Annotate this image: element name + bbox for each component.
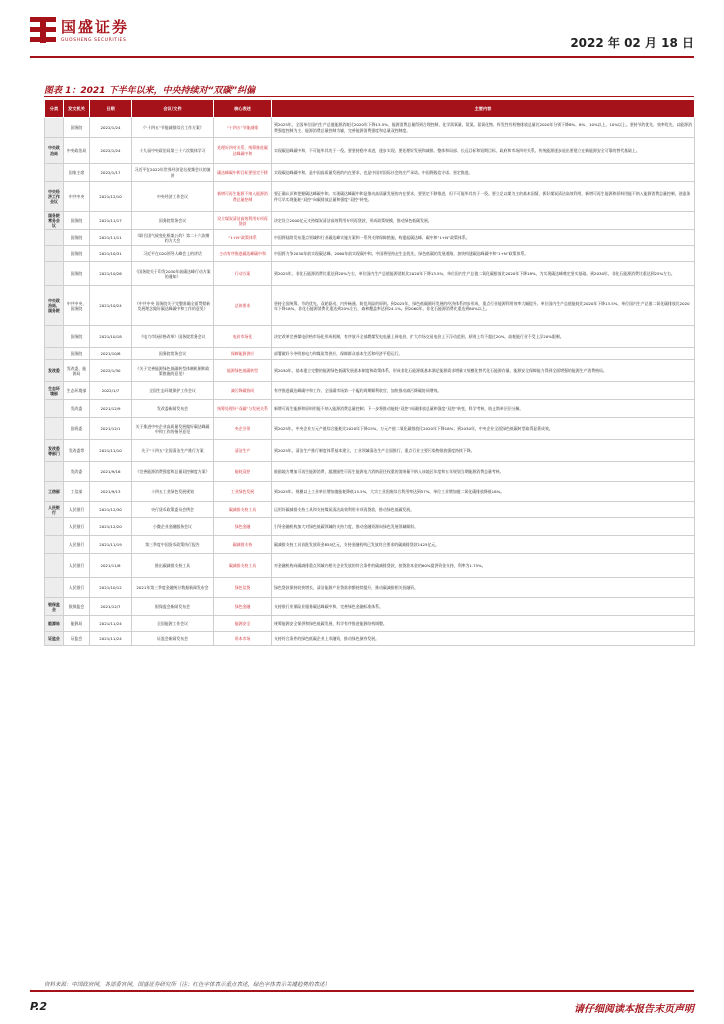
table-row (45, 502, 695, 518)
category-cell: 能源局 (45, 616, 64, 632)
category-cell (45, 246, 64, 262)
core-statement-cell: 减污降碳协同 (214, 382, 272, 400)
category-cell: 银保监会 (45, 598, 64, 616)
document-cell: 十四五工业绿色发展规划 (132, 482, 214, 502)
document-cell: 发改委新闻发布会 (132, 400, 214, 418)
logo-cn: 国盛证券 (61, 18, 130, 36)
org-cell: 国务院 (64, 212, 90, 230)
footer-divider (30, 990, 694, 992)
org-cell: 国家主席 (64, 164, 90, 182)
content-cell: 坚持全国统筹、节约优先、双轮驱动、内外畅通、防范风险的原则。到2025年，绿色低碳循环发展的经济体系初步形成，重点行业能源利用效率大幅提升。单位国内生产总值能耗比2020年下降13.5%，单位国内生产总值二氧化碳排放比2020年下降18%，非化石能源消费比重达到20%左右，森林覆盖率达到24.1%。到2060年，非化石能源消费比重达到80%以上。 (272, 286, 695, 326)
category-cell: 中央政治局 (45, 138, 64, 164)
core-statement-cell: 绿色信贷 (214, 578, 272, 598)
document-cell: 证监会新闻发布会 (132, 632, 214, 646)
content-cell: 新增可再生能源和原料用能不纳入能源消费总量控制；下一步将推动能耗“双控”向碳排放总量和强度“双控”转变，科学考核，防止简单层层分解。 (272, 400, 695, 418)
category-cell (45, 536, 64, 554)
org-cell: 中央政治局 (64, 138, 90, 164)
org-cell: 国务院 (64, 348, 90, 360)
date-cell: 2021/12/1 (90, 418, 132, 440)
col-header: 日期 (90, 100, 132, 118)
document-cell: 《完善能源消费强度和总量双控制度方案》 (132, 462, 214, 482)
content-cell: 要正确认识和把握碳达峰碳中和。实现碳达峰碳中和是推动高质量发展的内在要求，要坚定不移推进，但不可能毕其功于一役。要立足以煤为主的基本国情，抓好煤炭清洁高效利用，新增可再生能源和原料用能不纳入能源消费总量控制，创造条件尽早实现能耗“双控”向碳排放总量和强度“双控”转变。 (272, 182, 695, 212)
col-header: 分类 (45, 100, 64, 118)
date-cell: 2022/1/24 (90, 138, 132, 164)
content-cell: 实现碳达峰碳中和，不可能毕其功于一役。要坚持稳中求进，逐步实现。要处理好发展和减排、整体和局部、长远目标和短期目标、政府和市场四对关系。传统能源逐步退出要建立在新能源安全可靠的替代基础上。 (272, 138, 695, 164)
content-cell: 有序推进碳达峰碳中和工作，全国碳市场第一个履约周期顺利收官，加快推动减污降碳协同增效。 (272, 382, 695, 400)
content-cell: 到2025年，非化石能源消费比重达到20%左右，单位国内生产总值能源消耗比2020年下降13.5%，单位国内生产总值二氧化碳排放比2020年下降18%，为实现碳达峰奠定坚实基础。到2030年，非化石能源消费比重达到25%左右。 (272, 262, 695, 286)
date-cell: 2021/12/30 (90, 502, 132, 518)
org-cell: 银保监会 (64, 598, 90, 616)
core-statement-cell: 央企引领 (214, 418, 272, 440)
table-row (45, 554, 695, 578)
table-row (45, 286, 695, 326)
content-cell: 决定设立2000亿元支持煤炭清洁高效利用专项再贷款，形成政策规模，推动绿色低碳发展。 (272, 212, 695, 230)
content-cell: 到2025年，规模以上工业单位增加值能耗降低13.5%，大宗工业固废综合利用率达到57%，单位工业增加值二氧化碳排放降低18%。 (272, 482, 695, 502)
category-cell: 人民银行 (45, 502, 64, 518)
table-row (45, 182, 695, 212)
date-cell: 2021/11/24 (90, 632, 132, 646)
date-cell: 2021/11/8 (90, 554, 132, 578)
table-row (45, 138, 695, 164)
document-cell: 第三季度中国货币政策执行报告 (132, 536, 214, 554)
content-cell: 统筹能源安全保供和绿色低碳发展，科学有序推进能源结构调整。 (272, 616, 695, 632)
document-cell: 关于“十四五”全国清洁生产推行方案 (132, 440, 214, 462)
org-cell: 人民银行 (64, 554, 90, 578)
core-statement-cell: 新增可再生能源不纳入能源消费总量控制 (214, 182, 272, 212)
table-row (45, 212, 695, 230)
table-row (45, 462, 695, 482)
date-cell: 2021/11/10 (90, 440, 132, 462)
category-cell: 工信部 (45, 482, 64, 502)
core-statement-cell: 行动方案 (214, 262, 272, 286)
core-statement-cell: 能源安全 (214, 616, 272, 632)
category-cell (45, 554, 64, 578)
document-cell: 2021年第三季度金融统计数据新闻发布会 (132, 578, 214, 598)
core-statement-cell: 总体要求 (214, 286, 272, 326)
core-statement-cell: 清洁生产 (214, 440, 272, 462)
core-statement-cell: 设立煤炭清洁高效利用专项再贷款 (214, 212, 272, 230)
org-cell: 中共中央、国务院 (64, 286, 90, 326)
date-cell: 2021/11/19 (90, 536, 132, 554)
org-cell: 中共中央 (64, 182, 90, 212)
content-cell: 到2025年，清洁生产推行制度体系基本建立，工业领域清洁生产全面推行，重点行业主要污染物排放强度持续下降。 (272, 440, 695, 462)
core-statement-cell: 碳减排支持工具 (214, 502, 272, 518)
report-date: 2022 年 02 月 18 日 (570, 36, 694, 50)
category-cell (45, 326, 64, 348)
col-header: 主要内容 (272, 100, 695, 118)
core-statement-cell: “十四五”节能减排 (214, 118, 272, 138)
date-cell: 2021/10/31 (90, 246, 132, 262)
date-cell: 2021/12/10 (90, 182, 132, 212)
core-statement-cell: 能耗双控 (214, 462, 272, 482)
document-cell: 《电力市场价格改革》国务院常务会议 (132, 326, 214, 348)
org-cell: 工信部 (64, 482, 90, 502)
logo-en: GUOSHENG SECURITIES (61, 38, 127, 43)
date-cell: 2022/1/30 (90, 360, 132, 382)
core-statement-cell: 碳减排支持工具 (214, 554, 272, 578)
date-cell: 2021/9/16 (90, 462, 132, 482)
date-cell: 2022/1/7 (90, 382, 132, 400)
date-cell: 2021/11/24 (90, 616, 132, 632)
table-row (45, 536, 695, 554)
figure-title: 图表 1：2021 下半年以来，中央持续对“双碳”纠偏 (44, 86, 256, 96)
core-statement-cell: 主动有序推进碳达峰碳中和 (214, 246, 272, 262)
category-cell (45, 418, 64, 440)
org-cell: 生态环境部 (64, 382, 90, 400)
org-cell: 国务院 (64, 326, 90, 348)
core-statement-cell: 资本市场 (214, 632, 272, 646)
content-cell: 到2025年，中央企业万元产值综合能耗比2020年下降15%，万元产值二氧化碳排放比2020年下降18%；到2030年，中央企业全面绿色低碳转型取得显著成效。 (272, 418, 695, 440)
date-cell: 2021/12/20 (90, 518, 132, 536)
policy-table (44, 99, 695, 646)
category-cell: 国务院常务会议 (45, 212, 64, 230)
org-cell: 发改委、能源局 (64, 360, 90, 382)
report-header (30, 16, 694, 52)
date-cell: 2021/12/9 (90, 400, 132, 418)
category-cell (45, 400, 64, 418)
date-cell: 2021/11/11 (90, 230, 132, 246)
document-cell: 全国能源工作会议 (132, 616, 214, 632)
category-cell: 发改委等部门 (45, 440, 64, 462)
category-cell (45, 230, 64, 246)
core-statement-cell: 碳减排支持 (214, 536, 272, 554)
core-statement-cell: 电价市场化 (214, 326, 272, 348)
document-cell: 关于推进中央企业高质量发展做好碳达峰碳中和工作的指导意见 (132, 418, 214, 440)
org-cell: 发改委等 (64, 440, 90, 462)
core-statement-cell: 工业绿色发展 (214, 482, 272, 502)
table-row (45, 418, 695, 440)
content-cell: 部署做好今冬明春电力和煤炭等供应，保障群众基本生活和经济平稳运行。 (272, 348, 695, 360)
date-cell: 2021/10/18 (90, 326, 132, 348)
col-header: 核心表述 (214, 100, 272, 118)
table-row (45, 616, 695, 632)
content-cell: 运用好碳减排支持工具和支持煤炭清洁高效利用专项再贷款，推动绿色低碳发展。 (272, 502, 695, 518)
category-cell: 发改委 (45, 360, 64, 382)
org-cell: 能源局 (64, 616, 90, 632)
org-cell: 人民银行 (64, 502, 90, 518)
core-statement-cell: 碳达峰碳中和目标要坚定不移 (214, 164, 272, 182)
org-cell: 国务院 (64, 262, 90, 286)
table-header-row (45, 100, 695, 118)
category-cell (45, 118, 64, 138)
org-cell: 发改委 (64, 462, 90, 482)
date-cell: 2021/12/7 (90, 598, 132, 616)
content-cell: 引导金融机构加大对绿色低碳领域的支持力度，推动金融资源向绿色发展领域倾斜。 (272, 518, 695, 536)
date-cell: 2022/1/24 (90, 118, 132, 138)
document-cell: 推出碳减排支持工具 (132, 554, 214, 578)
document-cell: 中央经济工作会议 (132, 182, 214, 212)
table-row (45, 246, 695, 262)
table-row (45, 118, 695, 138)
content-cell: 对金融机构向碳减排重点领域内相关企业发放的符合条件的碳减排贷款，按贷款本金的60%提供资金支持，利率为1.75%。 (272, 554, 695, 578)
document-cell: 国务院常务会议 (132, 348, 214, 360)
core-statement-cell: 保障能源供应 (214, 348, 272, 360)
content-cell: 中国将陆续发布重点领域和行业碳达峰实施方案和一系列支撑保障措施，构建起碳达峰、碳中和“1+N”政策体系。 (272, 230, 695, 246)
core-statement-cell: 统筹处理好“双碳”与发展关系 (214, 400, 272, 418)
content-cell: 绿色贷款保持较快增长，清洁能源产业贷款余额持续提升，推动碳减排相关投融资。 (272, 578, 695, 598)
core-statement-cell: 能源绿色低碳转型 (214, 360, 272, 382)
content-cell: 鼓励地方增加可再生能源消费，超激励性可再生能源电力消纳责任权重的消纳量不纳入该地区年度和五年规划当期能源消费总量考核。 (272, 462, 695, 482)
category-cell (45, 518, 64, 536)
category-cell (45, 462, 64, 482)
table-row (45, 440, 695, 462)
category-cell (45, 262, 64, 286)
document-cell: 国务院常务会议 (132, 212, 214, 230)
core-statement-cell: 处理好四对关系，统筹推进碳达峰碳中和 (214, 138, 272, 164)
document-cell: 全国生态环境保护工作会议 (132, 382, 214, 400)
document-cell: 央行货币政策委员会例会 (132, 502, 214, 518)
content-cell: 支持符合条件的绿色低碳企业上市融资，推动绿色债券发展。 (272, 632, 695, 646)
core-statement-cell: “1+N”政策体系 (214, 230, 272, 246)
org-cell: 发改委 (64, 400, 90, 418)
content-cell: 到2030年，基本建立完整的能源绿色低碳发展基本制度和政策体系，形成非化石能源既基本满足能源需求增量又规模化替代化石能源存量、能源安全保障能力得到全面增强的能源生产消费格局。 (272, 360, 695, 382)
table-row (45, 164, 695, 182)
col-header: 发文机关 (64, 100, 90, 118)
org-cell: 人民银行 (64, 578, 90, 598)
table-row (45, 382, 695, 400)
document-cell: 《关于完善能源绿色低碳转型体制机制和政策措施的意见》 (132, 360, 214, 382)
content-cell: 支持银行业保险业服务碳达峰碳中和，完善绿色金融标准体系。 (272, 598, 695, 616)
org-cell: 国务院 (64, 118, 90, 138)
table-row (45, 262, 695, 286)
org-cell: 国资委 (64, 418, 90, 440)
date-cell: 2021/11/17 (90, 212, 132, 230)
document-cell: 《“十四五”节能减排综合工作方案》 (132, 118, 214, 138)
date-cell: 2021/10/8 (90, 348, 132, 360)
disclaimer-note: 请仔细阅读本报告末页声明 (574, 1004, 694, 1015)
category-cell (45, 348, 64, 360)
brand-logo (30, 16, 129, 43)
source-note: 资料来源：中国政府网，各部委官网，国盛证券研究所（注：红色字体表示重点表述，绿色字体表示关键趋势的表述） (44, 982, 331, 988)
table-row (45, 598, 695, 616)
content-cell: 到2025年，全国单位国内生产总值能源消耗比2020年下降13.5%，能源消费总量得到合理控制，化学需氧量、氨氮、氮氧化物、挥发性有机物排放总量比2020年分别下降8%、8%、10%以上、10%以上。坚持节约优先、效率优先，以能源消费强度控制为主、能源消费总量控制为辅，完善能源消费强度和总量双控制度。 (272, 118, 695, 138)
org-cell: 证监会 (64, 632, 90, 646)
date-cell: 2021/10/26 (90, 262, 132, 286)
document-cell: 习近平在2022年世界经济论坛视频会议的演讲 (132, 164, 214, 182)
table-row (45, 326, 695, 348)
core-statement-cell: 绿色金融 (214, 598, 272, 616)
table-row (45, 632, 695, 646)
date-cell: 2021/9/13 (90, 482, 132, 502)
category-cell: 中央经济工作会议 (45, 182, 64, 212)
document-cell: 《联合国气候变化框架公约》第二十六次缔约方大会 (132, 230, 214, 246)
date-cell: 2022/1/17 (90, 164, 132, 182)
category-cell (45, 164, 64, 182)
table-row (45, 348, 695, 360)
document-cell: 习近平在G20领导人峰会上的讲话 (132, 246, 214, 262)
header-divider (30, 56, 694, 58)
table-row (45, 518, 695, 536)
category-cell: 证监会 (45, 632, 64, 646)
logo-mark-icon (30, 17, 56, 43)
org-cell: 国务院 (64, 246, 90, 262)
table-row (45, 360, 695, 382)
content-cell: 碳减排支持工具首批发放资金855亿元，支持金融机构已发放符合要求的碳减排贷款1425亿元。 (272, 536, 695, 554)
content-cell: 实现碳达峰碳中和，是中国高质量发展的内在要求，也是中国对国际社会的庄严承诺。中国将践信守诺、坚定推进。 (272, 164, 695, 182)
org-cell: 国务院 (64, 230, 90, 246)
figure-divider (44, 96, 694, 97)
category-cell: 中央政治局、国务院 (45, 286, 64, 326)
table-row (45, 400, 695, 418)
document-cell: 《中共中央 国务院关于完整准确全面贯彻新发展理念做好碳达峰碳中和工作的意见》 (132, 286, 214, 326)
table-row (45, 230, 695, 246)
date-cell: 2021/10/12 (90, 578, 132, 598)
document-cell: 《国务院关于印发2030年前碳达峰行动方案的通知》 (132, 262, 214, 286)
document-cell: 银保监会新闻发布会 (132, 598, 214, 616)
org-cell: 人民银行 (64, 536, 90, 554)
col-header: 会议/文件 (132, 100, 214, 118)
table-row (45, 578, 695, 598)
content-cell: 中国将力争2030年前实现碳达峰、2060年前实现碳中和。中国将坚持走生态优先、绿色低碳的发展道路，加快构建碳达峰碳中和“1+N”政策体系。 (272, 246, 695, 262)
document-cell: 十九届中央政治局第三十六次集体学习 (132, 138, 214, 164)
table-row (45, 482, 695, 502)
core-statement-cell: 绿色金融 (214, 518, 272, 536)
category-cell (45, 578, 64, 598)
document-cell: 小微企业金融服务会议 (132, 518, 214, 536)
date-cell: 2021/10/24 (90, 286, 132, 326)
content-cell: 决定改革完善煤电价格市场化形成机制，有序放开全部燃煤发电电量上网电价，扩大市场交易电价上下浮动范围，原则上均不超过20%，高耗能行业不受上浮20%限制。 (272, 326, 695, 348)
category-cell: 生态环境部 (45, 382, 64, 400)
org-cell: 人民银行 (64, 518, 90, 536)
page-number: P.2 (30, 1000, 48, 1013)
